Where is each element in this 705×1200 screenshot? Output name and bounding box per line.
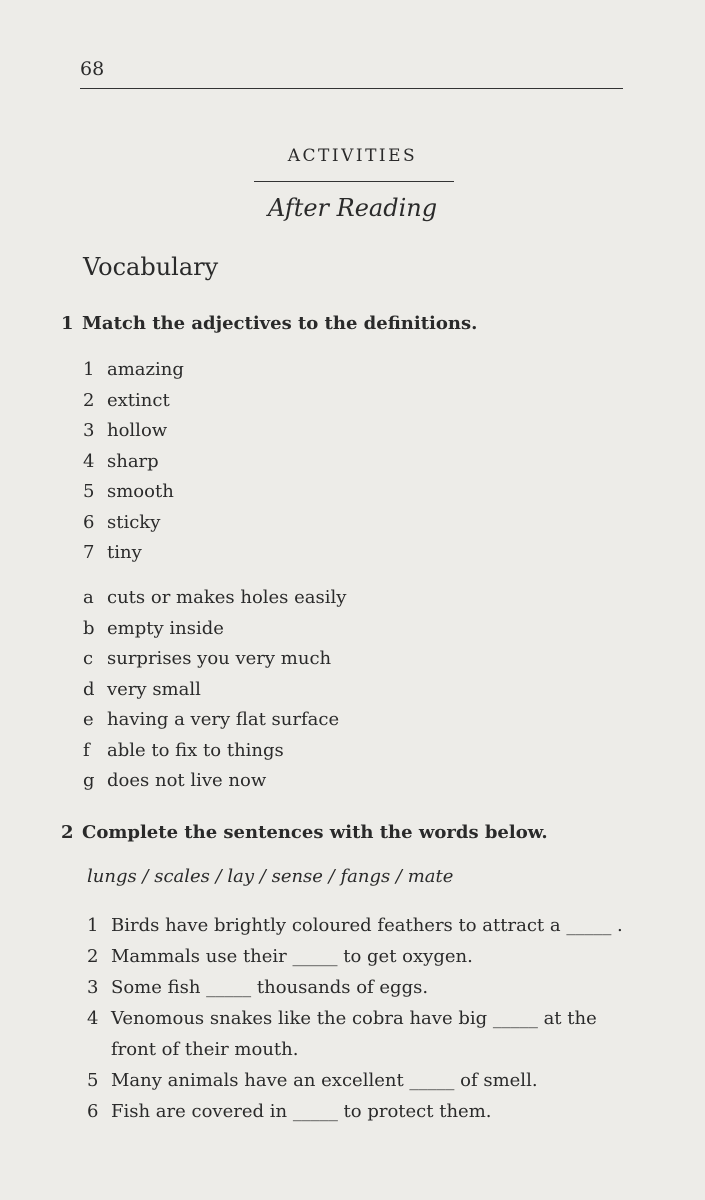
- item-marker: c: [83, 648, 94, 669]
- item-text: having a very flat surface: [107, 709, 340, 730]
- item-text: Venomous snakes like the cobra have big _____ at the front of their mouth.: [111, 1008, 597, 1060]
- item-text: sticky: [107, 511, 161, 533]
- item-marker: a: [83, 587, 94, 608]
- exercise-1-heading: [61, 313, 477, 334]
- item-marker: 2: [87, 946, 99, 967]
- definition-list: [83, 583, 346, 797]
- adjective-list: [83, 355, 184, 569]
- item-marker: 5: [83, 481, 95, 502]
- exercise-instruction: Match the adjectives to the definitions.: [82, 313, 478, 334]
- list-item: [83, 447, 184, 478]
- exercise-instruction: Complete the sentences with the words below.: [82, 822, 548, 843]
- item-marker: 6: [83, 511, 95, 533]
- item-text: amazing: [107, 359, 184, 380]
- header-rule: [80, 88, 623, 89]
- item-text: extinct: [107, 389, 170, 411]
- item-text: hollow: [107, 420, 168, 441]
- list-item: [87, 1003, 647, 1065]
- list-item: [83, 416, 184, 447]
- item-text: Mammals use their _____ to get oxygen.: [111, 946, 473, 967]
- item-text: tiny: [107, 542, 142, 563]
- item-text: sharp: [107, 450, 159, 472]
- item-text: cuts or makes holes easily: [107, 587, 347, 608]
- item-text: able to fix to things: [107, 739, 284, 761]
- list-item: [83, 705, 346, 736]
- item-marker: f: [83, 739, 90, 761]
- after-reading-subtitle: After Reading: [267, 194, 438, 222]
- exercise-2-heading: [61, 822, 548, 843]
- list-item: [87, 910, 647, 941]
- item-marker: 6: [87, 1101, 99, 1122]
- list-item: [83, 355, 184, 386]
- list-item: [83, 386, 184, 417]
- list-item: [83, 538, 184, 569]
- item-text: Many animals have an excellent _____ of smell.: [111, 1070, 538, 1091]
- item-marker: 1: [87, 915, 99, 936]
- vocabulary-heading: Vocabulary: [83, 253, 219, 281]
- list-item: [87, 1096, 647, 1127]
- list-item: [83, 736, 346, 767]
- item-marker: 2: [83, 389, 95, 411]
- item-text: does not live now: [107, 770, 267, 791]
- item-marker: 3: [87, 977, 99, 998]
- item-text: empty inside: [107, 617, 224, 639]
- item-marker: 4: [83, 450, 95, 472]
- item-text: Fish are covered in _____ to protect them.: [111, 1101, 492, 1122]
- exercise-number: 2: [61, 822, 74, 843]
- item-text: very small: [107, 678, 201, 700]
- item-marker: 5: [87, 1070, 99, 1091]
- list-item: [83, 766, 346, 797]
- item-marker: 4: [87, 1008, 99, 1029]
- page-number: 68: [80, 58, 105, 80]
- item-marker: b: [83, 617, 95, 639]
- item-text: Birds have brightly coloured feathers to attract a _____ .: [111, 915, 623, 936]
- list-item: [83, 508, 184, 539]
- item-marker: e: [83, 709, 94, 730]
- item-text: Some fish _____ thousands of eggs.: [111, 977, 429, 998]
- title-rule: [254, 181, 454, 182]
- list-item: [83, 583, 346, 614]
- item-marker: d: [83, 678, 95, 700]
- list-item: [83, 477, 184, 508]
- list-item: [83, 614, 346, 645]
- list-item: [83, 675, 346, 706]
- item-text: smooth: [107, 481, 174, 502]
- list-item: [83, 644, 346, 675]
- item-marker: g: [83, 770, 95, 791]
- item-marker: 7: [83, 542, 95, 563]
- list-item: [87, 972, 647, 1003]
- list-item: [87, 941, 647, 972]
- word-bank: lungs / scales / lay / sense / fangs / mate: [87, 866, 454, 887]
- item-marker: 1: [83, 359, 95, 380]
- activities-title: ACTIVITIES: [287, 146, 418, 166]
- item-marker: 3: [83, 420, 95, 441]
- item-text: surprises you very much: [107, 648, 332, 669]
- exercise-number: 1: [61, 313, 74, 334]
- list-item: [87, 1065, 647, 1096]
- sentence-list: [87, 910, 647, 1127]
